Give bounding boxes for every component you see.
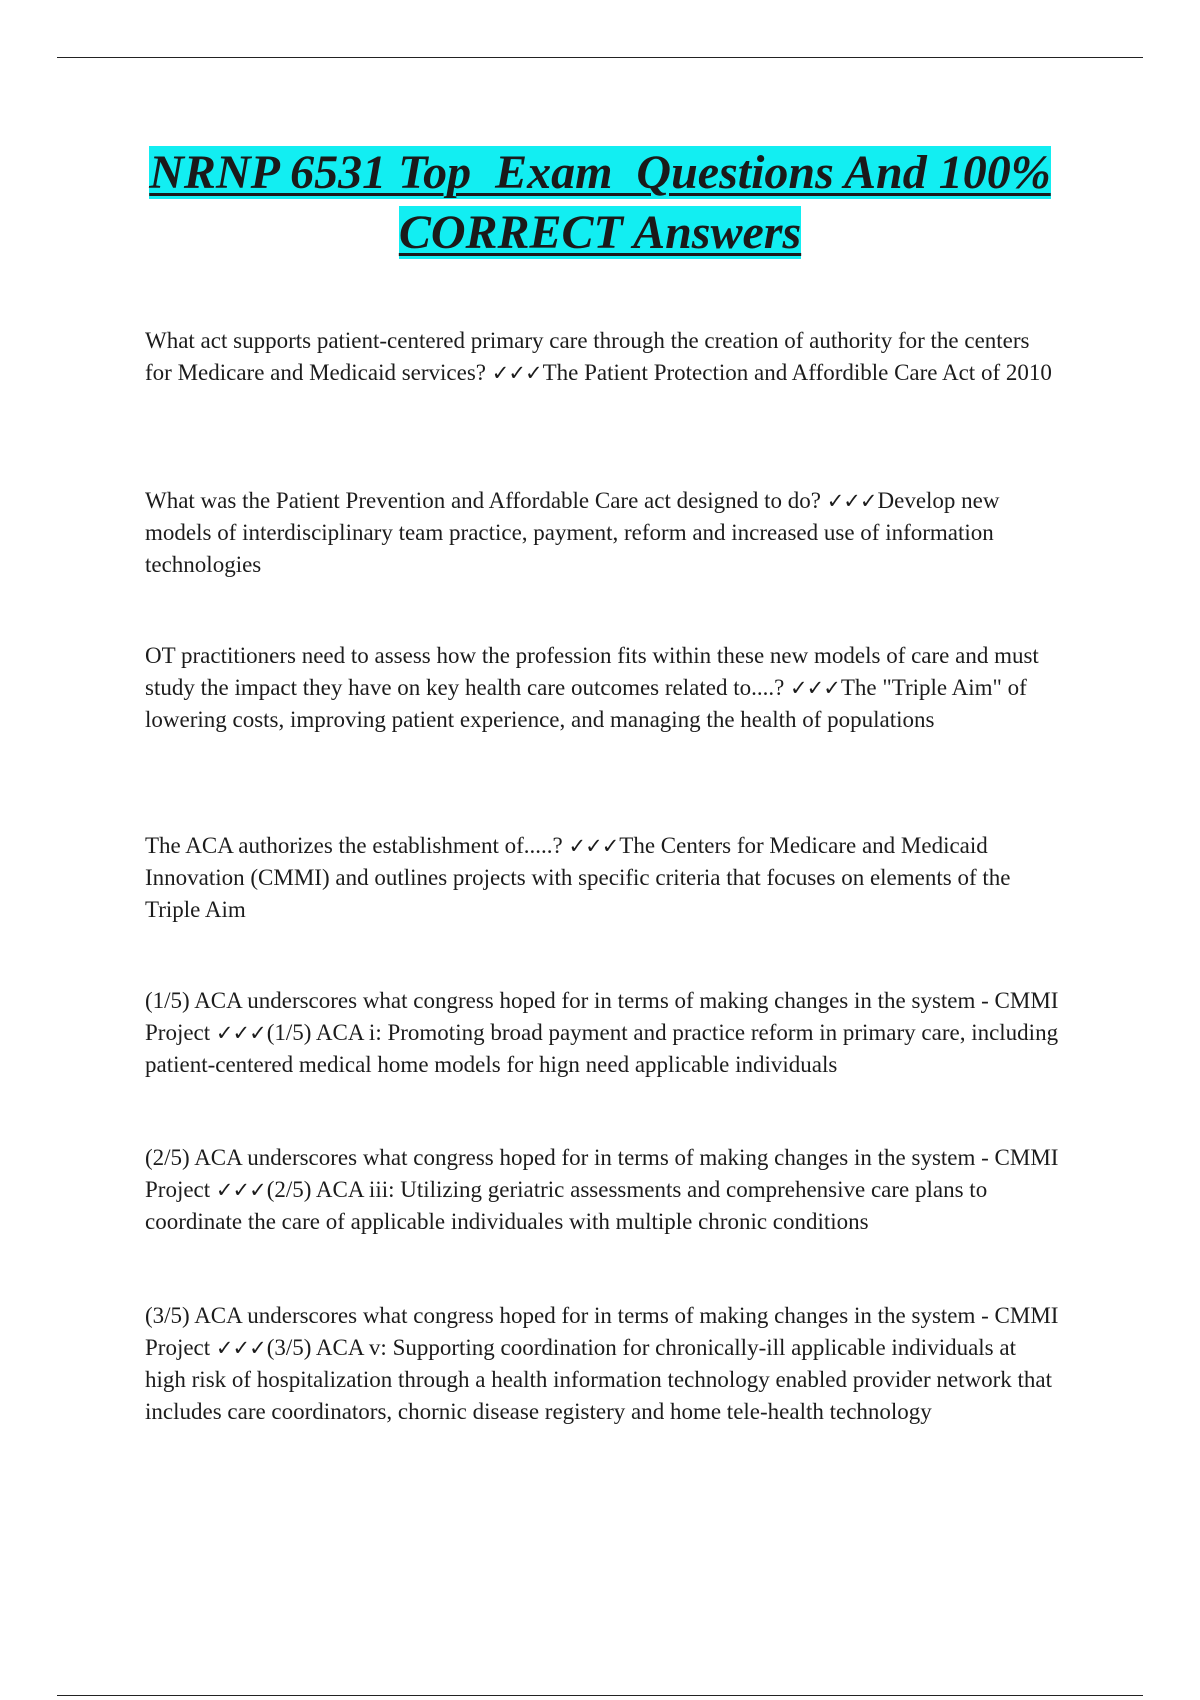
title-line-1: NRNP 6531 Top Exam Questions And 100%	[149, 146, 1051, 199]
checkmark-icon: ✓✓✓	[826, 489, 877, 513]
answer-text: (2/5) ACA iii: Utilizing geriatric assessments and comprehensive care plans to coordinate the care of applicable individuales with multiple chronic conditions	[145, 1177, 988, 1234]
question-text: (1/5) ACA underscores what congress hoped for in terms of making changes in the system - CMMI Project	[145, 988, 1059, 1045]
answer-text: Develop new models of interdisciplinary team practice, payment, reform and increased use of information technologies	[145, 488, 1000, 577]
answer-text: The "Triple Aim" of lowering costs, improving patient experience, and managing the health of populations	[145, 675, 1027, 732]
qa-item-3	[145, 640, 1060, 736]
qa-item-4	[145, 830, 1060, 926]
answer-text: (3/5) ACA v: Supporting coordination for chronically-ill applicable individuals at high risk of hospitalization through a health information technology enabled provider network that includes care coordinators, chornic disease registery and home tele-health technology	[145, 1335, 1052, 1424]
question-text: What act supports patient-centered primary care through the creation of authority for the centers for Medicare and Medicaid services?	[145, 328, 1030, 385]
question-text: The ACA authorizes the establishment of.....?	[145, 833, 563, 858]
header-rule	[57, 57, 1143, 58]
footer-rule	[57, 1695, 1143, 1696]
qa-item-6	[145, 1142, 1060, 1238]
question-text: OT practitioners need to assess how the profession fits within these new models of care and must study the impact they have on key health care outcomes related to....?	[145, 643, 1039, 700]
checkmark-icon: ✓✓✓	[215, 1178, 266, 1202]
qa-item-7	[145, 1300, 1060, 1428]
question-text: (2/5) ACA underscores what congress hoped for in terms of making changes in the system - CMMI Project	[145, 1145, 1059, 1202]
answer-text: (1/5) ACA i: Promoting broad payment and practice reform in primary care, including patient-centered medical home models for hign need applicable individuals	[145, 1020, 1059, 1077]
page-title	[100, 143, 1100, 263]
answer-text: The Centers for Medicare and Medicaid Innovation (CMMI) and outlines projects with specific criteria that focuses on elements of the Triple Aim	[145, 833, 1011, 922]
checkmark-icon: ✓✓✓	[568, 834, 619, 858]
qa-item-5	[145, 985, 1060, 1081]
answer-text: The Patient Protection and Affordible Care Act of 2010	[542, 360, 1052, 385]
checkmark-icon: ✓✓✓	[215, 1336, 266, 1360]
checkmark-icon: ✓✓✓	[215, 1021, 266, 1045]
question-text: What was the Patient Prevention and Affordable Care act designed to do?	[145, 488, 821, 513]
title-line-2: CORRECT Answers	[398, 206, 802, 259]
checkmark-icon: ✓✓✓	[790, 676, 840, 700]
qa-item-1	[145, 325, 1060, 389]
checkmark-icon: ✓✓✓	[491, 361, 542, 385]
qa-item-2	[145, 485, 1060, 581]
question-text: (3/5) ACA underscores what congress hoped for in terms of making changes in the system - CMMI Project	[145, 1303, 1059, 1360]
